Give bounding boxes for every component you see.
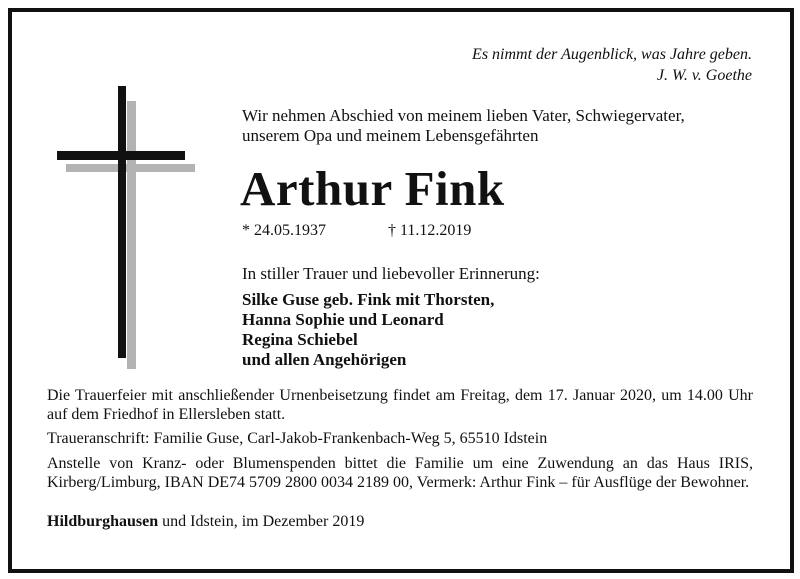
quote-text: Es nimmt der Augenblick, was Jahre geben. [472,46,752,63]
place-date: und Idstein, im Dezember 2019 [158,513,365,530]
deceased-name: Arthur Fink [240,161,505,216]
mourner-line: Silke Guse geb. Fink mit Thorsten, [242,290,495,309]
life-dates [242,221,471,241]
quote-author: J. W. v. Goethe [656,67,752,84]
cross-shadow-vertical [127,101,136,369]
ceremony-notice: Die Trauerfeier mit anschließender Urnenbeisetzung findet am Freitag, dem 17. Januar 2020, um 14.00 Uhr auf dem Friedhof in Ellersleben statt. [47,387,753,423]
place-name: Hildburghausen [47,513,159,530]
mourners-list [242,290,494,370]
mourning-heading: In stiller Trauer und liebevoller Erinnerung: [242,264,540,283]
intro-line-2: unserem Opa und meinem Lebensgefährten [242,126,539,145]
mourner-line: Hanna Sophie und Leonard [242,310,444,329]
birth-date: * 24.05.1937 [242,222,326,239]
intro-line-1: Wir nehmen Abschied von meinem lieben Vater, Schwiegervater, [242,106,685,125]
cross-shadow-horizontal [66,164,195,172]
donation-notice: Anstelle von Kranz- oder Blumenspenden bittet die Familie um eine Zuwendung an das Haus IRIS, Kirberg/Limburg, IBAN DE74 5709 2800 0034 2189 00, Vermerk: Arthur Fink – für Ausflüge der Bewohner. [47,455,753,491]
cross-vertical-beam [118,86,126,358]
cross-horizontal-beam [57,151,185,160]
mourner-line: und allen Angehörigen [242,350,407,369]
death-date: † 11.12.2019 [388,222,472,239]
mourner-line: Regina Schiebel [242,330,358,349]
goethe-quote [472,44,752,86]
place-date-line [47,512,753,531]
mourning-address: Traueranschrift: Familie Guse, Carl-Jakob-Frankenbach-Weg 5, 65510 Idstein [47,430,548,447]
intro-text [242,106,685,146]
